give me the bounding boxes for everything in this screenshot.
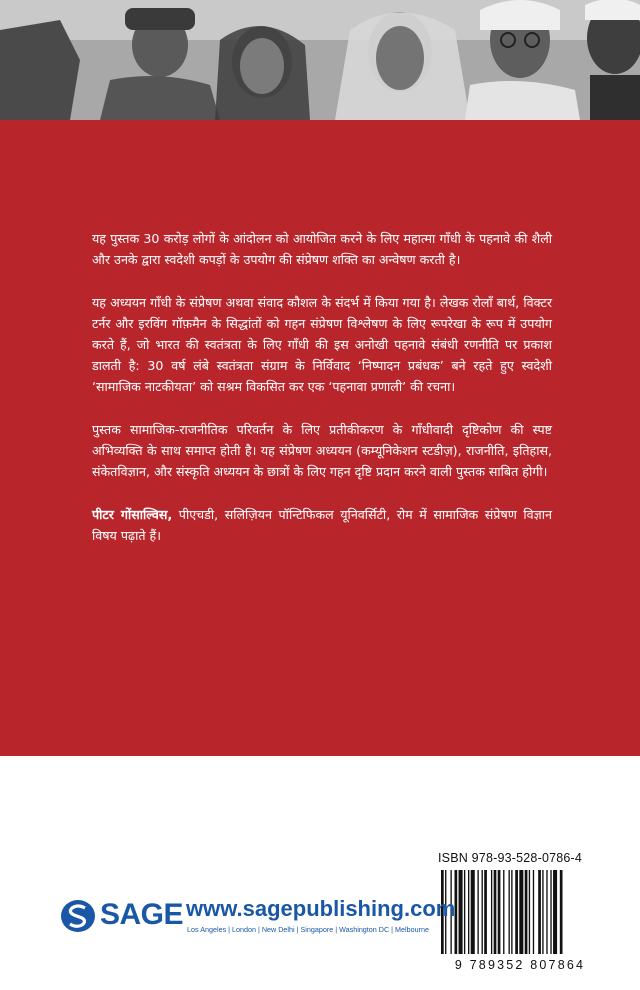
- author-bio: [92, 504, 552, 546]
- blurb-paragraph-3: पुस्तक सामाजिक-राजनीतिक परिवर्तन के लिए प्रतीकीकरण के गाँधीवादी दृष्टिकोण की स्पष्ट अभिव्यक्ति के साथ समाप्त होती है। यह संप्रेषण अध्ययन (कम्यूनिकेशन स्टडीज़), राजनीति, इतिहास, संकेतविज्ञान, और संस्कृति अध्ययन के छात्रों के लिए गहन दृष्टि प्रदान करने वाली पुस्तक साबित होगी।: [92, 422, 552, 479]
- blurb-text: [92, 228, 552, 546]
- blurb-paragraph-1: यह पुस्तक 30 करोड़ लोगों के आंदोलन को आयोजित करने के लिए महात्मा गाँधी के पहनावे की शैली और उनके द्वारा स्वदेशी कपड़ों के उपयोग की संप्रेषण शक्ति का अन्वेषण करती है।: [92, 231, 552, 267]
- isbn-label: ISBN 978-93-528-0786-4: [438, 851, 583, 865]
- author-name: पीटर गोंसाल्विस,: [92, 507, 173, 522]
- barcode-image: [437, 870, 603, 956]
- publisher-website[interactable]: www.sagepublishing.com: [186, 896, 456, 921]
- sage-logo: [60, 896, 184, 936]
- sage-wordmark: SAGE: [100, 898, 184, 931]
- publisher-cities: Los Angeles | London | New Delhi | Singapore | Washington DC | Melbourne: [187, 925, 430, 934]
- blurb-paragraph-2: यह अध्ययन गाँधी के संप्रेषण अथवा संवाद कौशल के संदर्भ में किया गया है। लेखक रोलाँ बार्थ, विक्टर टर्नर और इरविंग गॉफ़मैन के सिद्धांतों को गहन संप्रेषण विश्लेषण के लिए रूपरेखा के रूप में उपयोग करते हैं, जो भारत की स्वतंत्रता के लिए गाँधी की इस अनोखी पहनावे संबंधी रणनीति पर प्रकाश डालती है: 30 वर्ष लंबे स्वतंत्रता संग्राम के निर्विवाद ‘निष्पादन प्रबंधक’ बने रहते हुए स्वदेशी ‘सामाजिक नाटकीयता’ को सश्रम विकसित कर एक ‘पहनावा प्रणाली’ की रचना।: [92, 295, 552, 394]
- historic-photo-image: [0, 0, 640, 120]
- cover-photo: [0, 0, 640, 120]
- author-bio-text: पीएचडी, सलिज़ियन पॉन्टिफिकल यूनिवर्सिटी, रोम में सामाजिक संप्रेषण विज्ञान विषय पढ़ाते हैं।: [92, 507, 552, 543]
- barcode-digits: 9 789352 807864: [454, 958, 586, 972]
- sage-emblem-icon: [60, 899, 96, 933]
